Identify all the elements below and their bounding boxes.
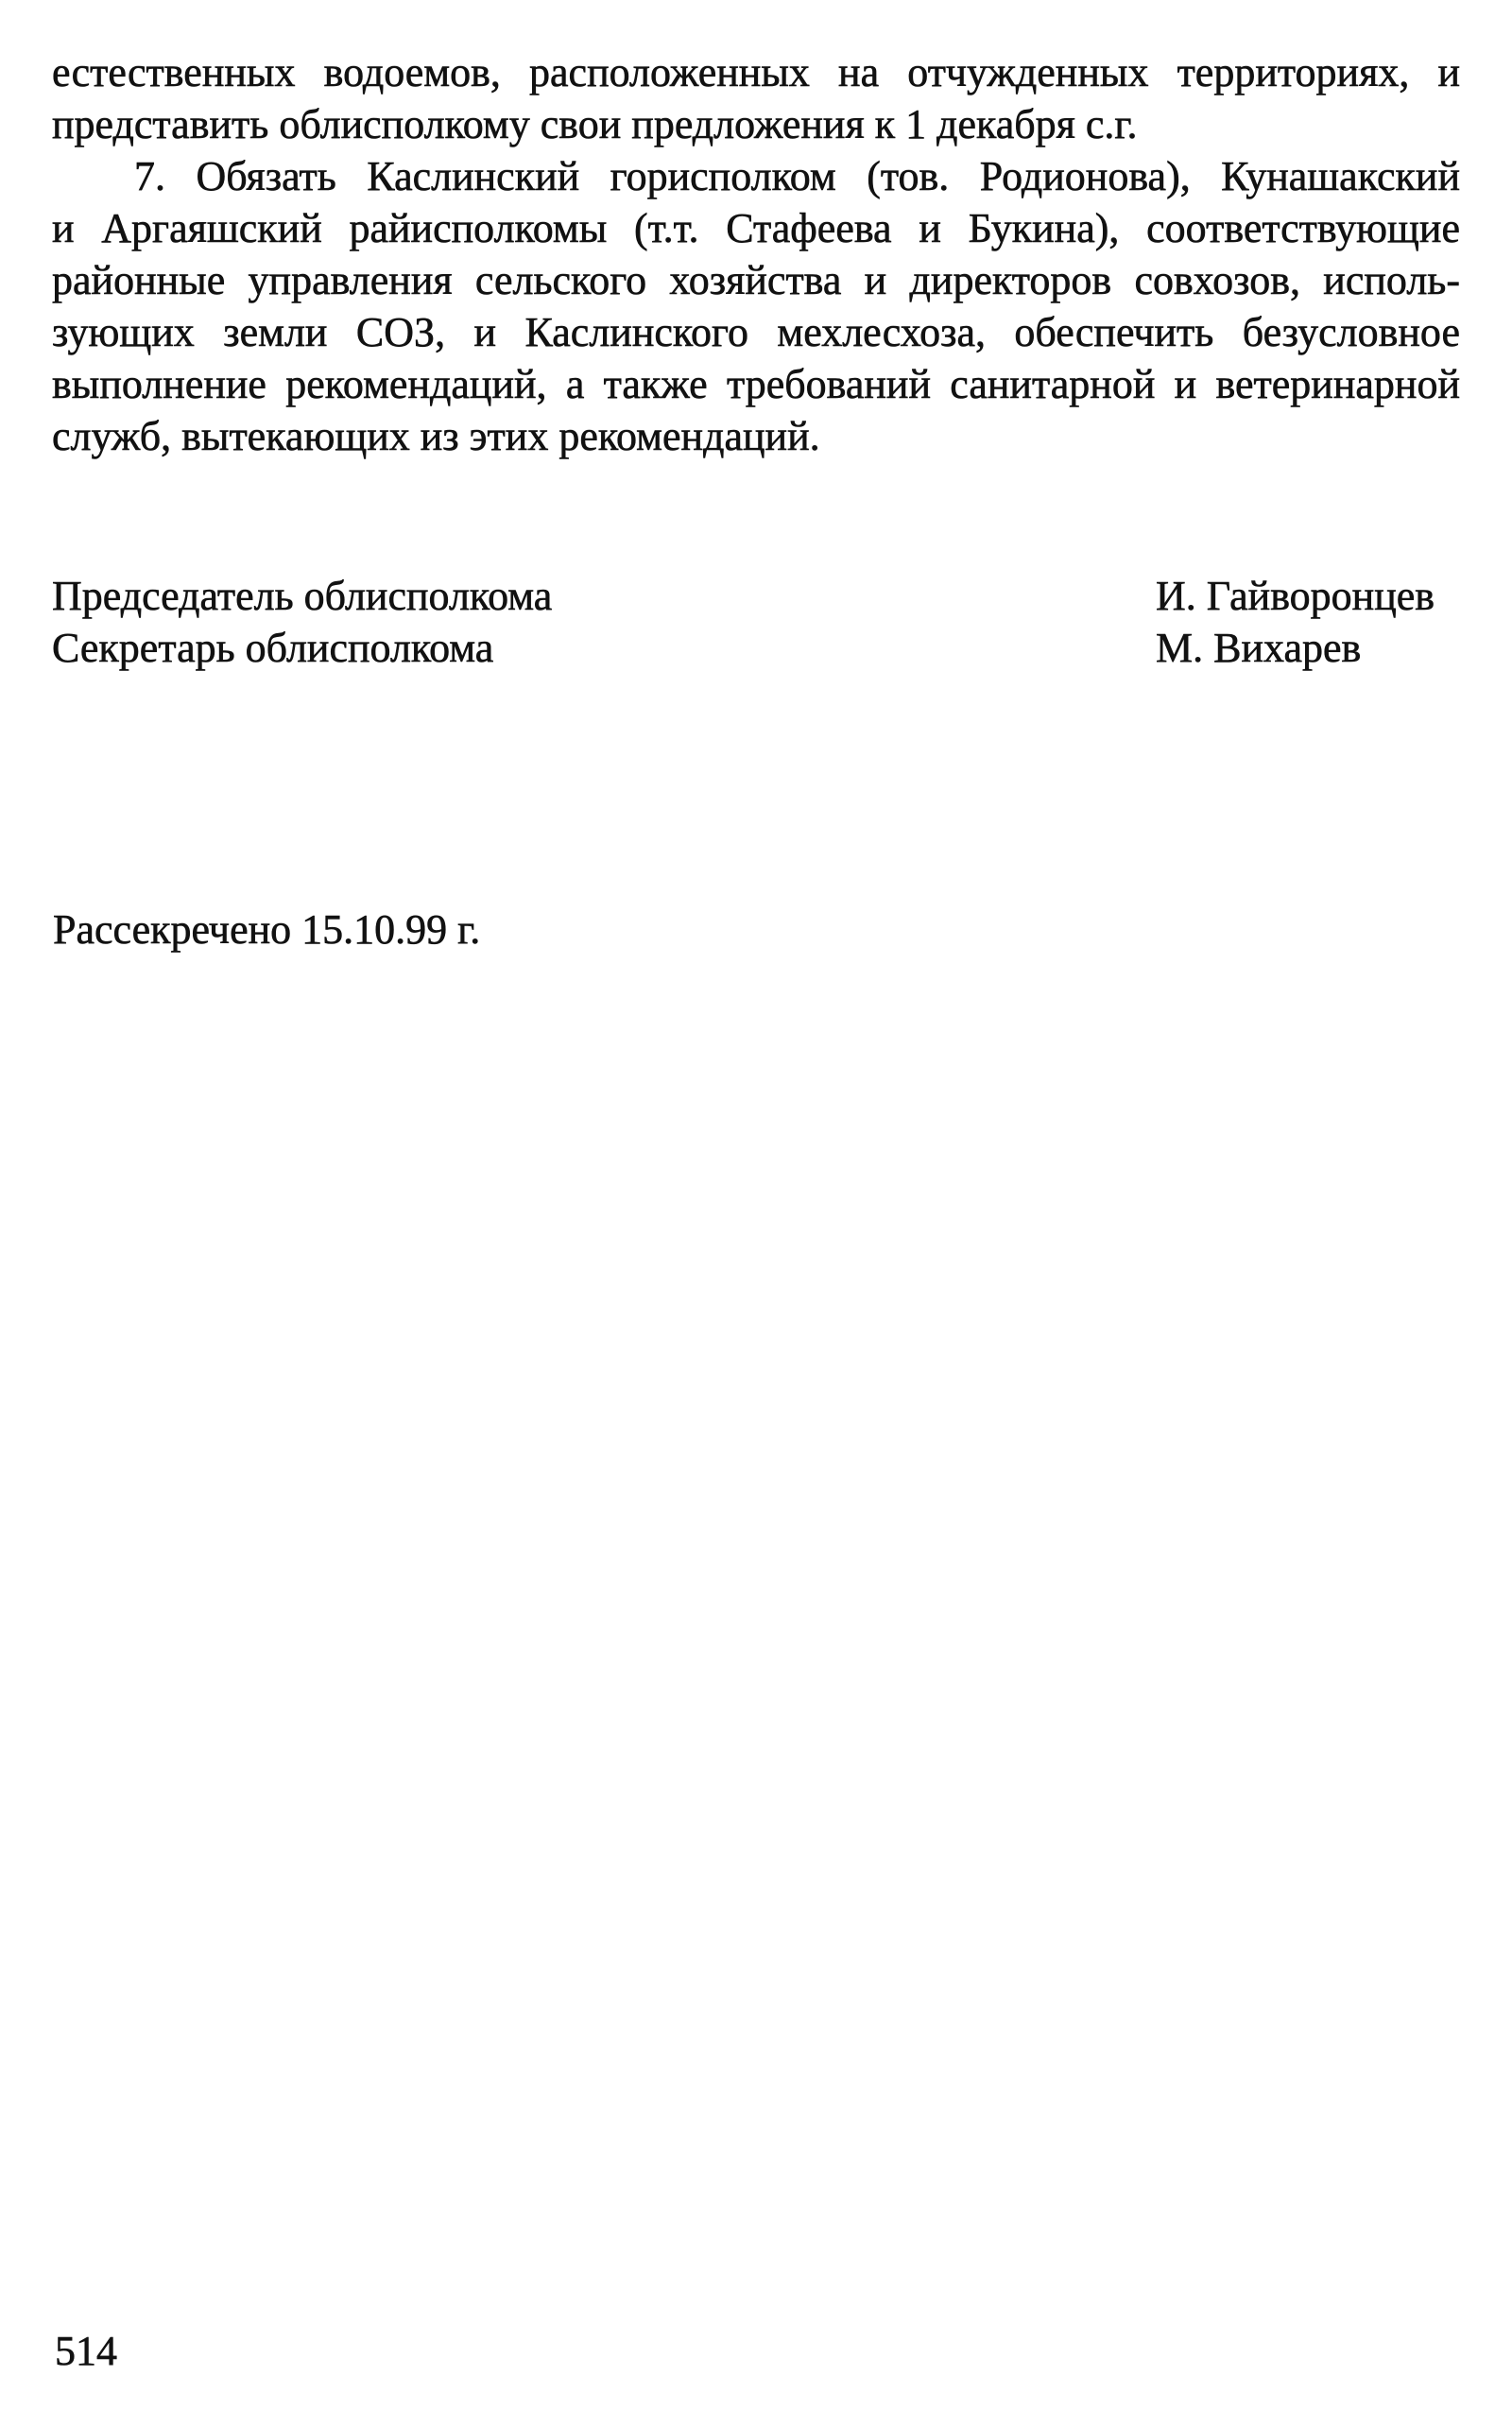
signature-name-secretary: М. Вихарев (1156, 625, 1362, 671)
signature-title-secretary: Секретарь облисполкома (52, 625, 494, 671)
body-line-2: представить облисполкому свои предложения к 1 декабря с.г. (52, 101, 1138, 147)
body-line-4: и Аргаяшский райисполкомы (т.т. Стафеева и Букина), соответствующие (52, 205, 1460, 251)
body-line-1: естественных водоемов, расположенных на отчужденных территориях, и (52, 49, 1460, 95)
body-text-block (52, 46, 1460, 462)
signature-block (52, 570, 1460, 674)
signature-row-secretary (52, 622, 1460, 674)
signature-name-chairman: И. Гайворонцев (1156, 573, 1435, 619)
signature-row-chairman (52, 570, 1460, 622)
body-line-7: выполнение рекомендаций, а также требований санитарной и ветеринарной (52, 361, 1460, 407)
body-line-3-item-7-start: 7. Обязать Каслинский горисполком (тов. Родионова), Кунашакский (134, 153, 1460, 199)
body-line-5: районные управления сельского хозяйства и директоров совхозов, исполь- (52, 257, 1460, 303)
signature-title-chairman: Председатель облисполкома (52, 573, 553, 619)
page-number: 514 (55, 2328, 117, 2374)
body-line-8: служб, вытекающих из этих рекомендаций. (52, 413, 820, 459)
body-line-6: зующих земли СОЗ, и Каслинского мехлесхоза, обеспечить безусловное (52, 309, 1460, 355)
declassified-note: Рассекречено 15.10.99 г. (53, 906, 481, 953)
